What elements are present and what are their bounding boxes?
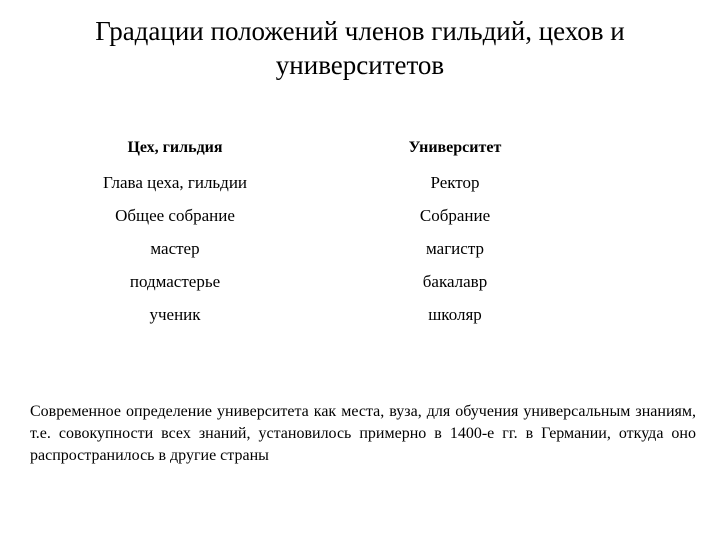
note-paragraph: Современное определение университета как места, вуза, для обучения универсальным знаниям, т.е. совокупности всех знаний, установилось примерно в 1400-е гг. в Германии, откуда оно распространилось в другие страны (30, 403, 696, 464)
table-row (60, 199, 620, 232)
university-cell: школяр (428, 304, 482, 324)
university-cell: бакалавр (422, 271, 488, 291)
header-guild: Цех, гильдия (127, 139, 223, 156)
guild-cell: мастер (150, 238, 200, 258)
guild-cell: Глава цеха, гильдии (102, 172, 248, 192)
university-cell: Ректор (430, 172, 480, 192)
guild-cell: Общее собрание (115, 205, 235, 225)
table-row (60, 166, 620, 199)
guild-cell: подмастерье (129, 271, 221, 291)
comparison-table (60, 130, 620, 331)
slide-title: Градации положений членов гильдий, цехов и университетов (95, 16, 625, 80)
university-cell: магистр (426, 238, 484, 258)
table-row (60, 265, 620, 298)
guild-cell: ученик (149, 304, 201, 324)
table-header-row (60, 130, 620, 166)
university-cell: Собрание (419, 205, 491, 225)
table-row (60, 232, 620, 265)
table-row (60, 298, 620, 331)
header-university: Университет (408, 139, 502, 156)
